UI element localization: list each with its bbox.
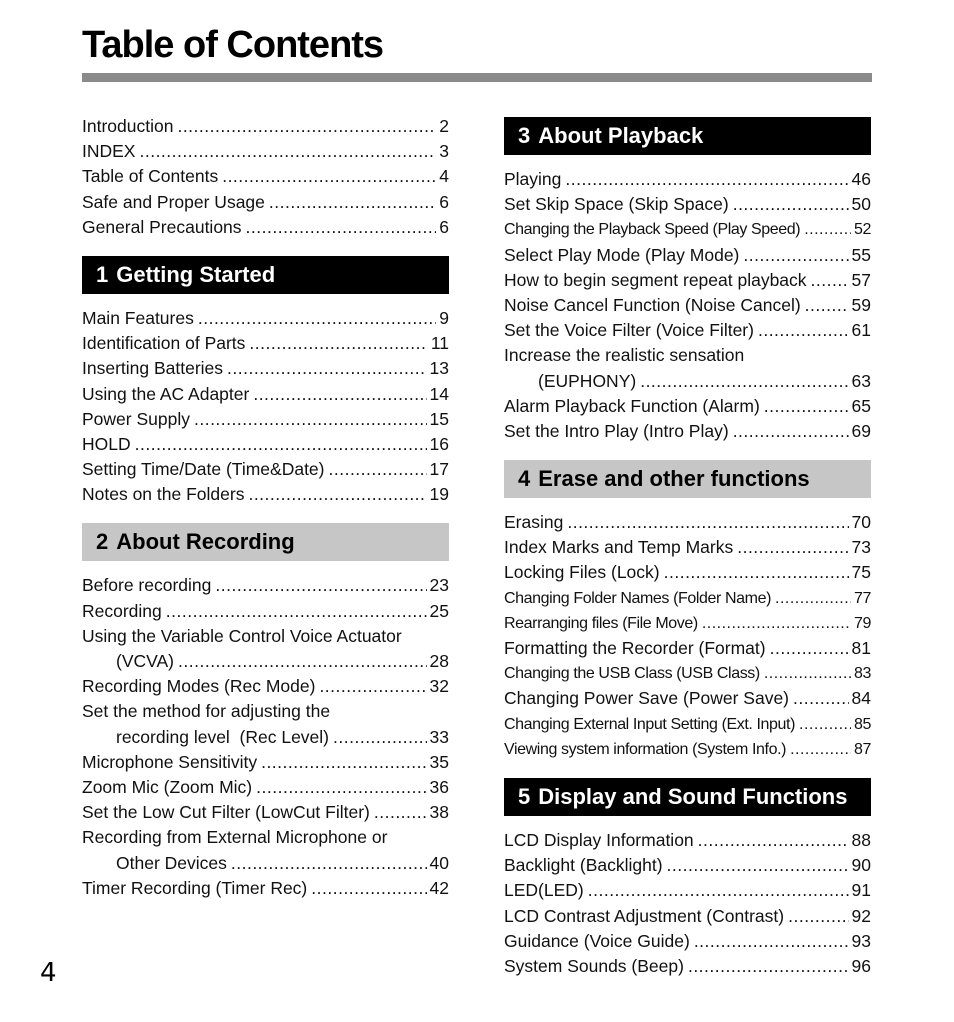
toc-entry[interactable] bbox=[82, 190, 449, 215]
toc-entry-title: Inserting Batteries bbox=[82, 358, 224, 379]
dot-leader bbox=[688, 954, 849, 979]
section-number: 5 bbox=[518, 783, 531, 809]
toc-entry[interactable] bbox=[82, 599, 449, 624]
dot-leader bbox=[565, 167, 848, 192]
dot-leader bbox=[177, 114, 436, 139]
dot-leader bbox=[758, 318, 849, 343]
toc-entry-page: 65 bbox=[851, 395, 871, 416]
toc-entry-title: Safe and Proper Usage bbox=[82, 191, 265, 212]
dot-leader bbox=[702, 611, 851, 636]
toc-entry-page: 11 bbox=[430, 333, 449, 354]
toc-entry[interactable] bbox=[504, 929, 871, 954]
toc-entry-title: How to begin segment repeat playback bbox=[504, 269, 807, 290]
toc-entry-page: 25 bbox=[429, 600, 449, 621]
toc-entry[interactable] bbox=[504, 243, 871, 268]
getting-started-entries bbox=[82, 306, 449, 508]
dot-leader bbox=[256, 775, 426, 800]
toc-entry-title: System Sounds (Beep) bbox=[504, 955, 684, 976]
dot-leader bbox=[743, 243, 848, 268]
toc-entry-page: 2 bbox=[439, 116, 449, 136]
dot-leader bbox=[567, 510, 848, 535]
toc-entry[interactable] bbox=[82, 114, 449, 139]
toc-entry-page: 79 bbox=[854, 614, 871, 632]
section-header-erase-other-functions bbox=[504, 460, 871, 498]
toc-entry-page: 4 bbox=[439, 166, 449, 187]
toc-entry-title: Recording Modes (Rec Mode) bbox=[82, 676, 316, 697]
toc-entry-title: Changing the Playback Speed (Play Speed) bbox=[504, 221, 801, 239]
toc-entry-title: Introduction bbox=[82, 116, 174, 136]
title-rule bbox=[82, 73, 872, 82]
section-title: Display and Sound Functions bbox=[538, 783, 848, 809]
toc-entry-title: Changing the USB Class (USB Class) bbox=[504, 665, 760, 683]
toc-entry-title: Changing Folder Names (Folder Name) bbox=[504, 589, 772, 607]
toc-entry[interactable] bbox=[504, 560, 871, 585]
toc-entry-title: Using the AC Adapter bbox=[82, 383, 250, 404]
toc-entry-first-line[interactable]: Set the method for adjusting the bbox=[82, 701, 331, 722]
toc-entry[interactable] bbox=[82, 432, 449, 457]
toc-entry[interactable] bbox=[82, 382, 449, 407]
section-title: Erase and other functions bbox=[538, 466, 810, 492]
toc-entry-title: Microphone Sensitivity bbox=[82, 751, 258, 772]
section-header-about-playback bbox=[504, 117, 871, 155]
toc-entry[interactable] bbox=[82, 356, 449, 381]
toc-entry[interactable] bbox=[82, 775, 449, 800]
toc-entry-page: 40 bbox=[429, 852, 449, 873]
toc-entry[interactable] bbox=[82, 649, 449, 674]
dot-leader bbox=[764, 394, 849, 419]
toc-entry-title: Other Devices bbox=[116, 852, 227, 873]
toc-entry-title: Zoom Mic (Zoom Mic) bbox=[82, 776, 253, 797]
toc-entry-title: INDEX bbox=[82, 141, 136, 162]
toc-entry-page: 14 bbox=[429, 383, 449, 404]
toc-entry-page: 77 bbox=[854, 589, 871, 607]
toc-entry[interactable] bbox=[504, 636, 871, 661]
toc-entry-page: 75 bbox=[851, 562, 871, 583]
toc-entry-page: 93 bbox=[851, 930, 871, 951]
toc-entry[interactable] bbox=[82, 482, 449, 507]
dot-leader bbox=[333, 725, 427, 750]
section-title: Getting Started bbox=[116, 261, 276, 287]
dot-leader bbox=[246, 215, 437, 240]
section-number: 4 bbox=[518, 466, 531, 492]
dot-leader bbox=[805, 293, 849, 318]
toc-entry[interactable] bbox=[504, 535, 871, 560]
toc-entry-page: 84 bbox=[851, 688, 871, 709]
toc-entry-page: 52 bbox=[854, 221, 871, 239]
toc-entry-page: 69 bbox=[851, 420, 871, 441]
toc-entry-title: Identification of Parts bbox=[82, 333, 246, 354]
dot-leader bbox=[194, 407, 427, 432]
toc-entry-title: Table of Contents bbox=[82, 166, 219, 187]
toc-entry-page: 59 bbox=[851, 294, 871, 315]
toc-left-column bbox=[82, 114, 449, 901]
toc-entry-title: Noise Cancel Function (Noise Cancel) bbox=[504, 294, 801, 315]
toc-entry[interactable] bbox=[82, 215, 449, 240]
toc-entry[interactable] bbox=[504, 167, 871, 192]
toc-entry-title: General Precautions bbox=[82, 216, 242, 237]
toc-entry-first-line[interactable]: Using the Variable Control Voice Actuator bbox=[82, 625, 402, 646]
toc-entry-title: Erasing bbox=[504, 512, 564, 533]
toc-entry-page: 91 bbox=[851, 880, 871, 901]
toc-entry-title: Main Features bbox=[82, 307, 194, 328]
toc-entry-title: Locking Files (Lock) bbox=[504, 562, 660, 583]
toc-entry[interactable] bbox=[504, 318, 871, 343]
toc-entry-title: LCD Contrast Adjustment (Contrast) bbox=[504, 905, 785, 926]
toc-entry-page: 61 bbox=[851, 320, 871, 341]
toc-entry-page: 9 bbox=[439, 307, 449, 328]
dot-leader bbox=[231, 851, 427, 876]
dot-leader bbox=[269, 190, 436, 215]
toc-entry-page: 13 bbox=[429, 358, 449, 379]
dot-leader bbox=[764, 661, 851, 686]
dot-leader bbox=[248, 482, 426, 507]
dot-leader bbox=[775, 586, 851, 611]
dot-leader bbox=[737, 535, 848, 560]
toc-entry[interactable] bbox=[504, 192, 871, 217]
toc-entry-page: 88 bbox=[851, 829, 871, 850]
toc-entry-title: Viewing system information (System Info.) bbox=[504, 740, 787, 758]
toc-entry[interactable] bbox=[504, 904, 871, 929]
toc-entry-page: 92 bbox=[851, 905, 871, 926]
toc-entry[interactable] bbox=[82, 331, 449, 356]
toc-entry-page: 96 bbox=[851, 955, 871, 976]
toc-entry-page: 63 bbox=[851, 370, 871, 391]
dot-leader bbox=[139, 139, 436, 164]
intro-entries bbox=[82, 114, 449, 240]
toc-entry-title: Rearranging files (File Move) bbox=[504, 614, 698, 632]
toc-entry[interactable] bbox=[82, 139, 449, 164]
section-number: 2 bbox=[96, 529, 109, 555]
toc-entry[interactable] bbox=[504, 293, 871, 318]
dot-leader bbox=[166, 599, 427, 624]
dot-leader bbox=[793, 686, 849, 711]
toc-entry-title: LED(LED) bbox=[504, 880, 584, 901]
dot-leader bbox=[790, 737, 851, 762]
dot-leader bbox=[374, 800, 427, 825]
toc-entry-page: 55 bbox=[851, 244, 871, 265]
dot-leader bbox=[664, 560, 849, 585]
toc-entry-page: 32 bbox=[429, 676, 449, 697]
toc-entry[interactable] bbox=[504, 661, 871, 686]
toc-entry[interactable] bbox=[82, 725, 449, 750]
toc-entry-first-line[interactable]: Increase the realistic sensation bbox=[504, 345, 745, 366]
toc-entry-page: 19 bbox=[429, 484, 449, 505]
toc-entry-title: Guidance (Voice Guide) bbox=[504, 930, 690, 951]
toc-entry-title: Changing Power Save (Power Save) bbox=[504, 688, 790, 709]
page-number: 4 bbox=[40, 958, 57, 988]
dot-leader bbox=[770, 636, 849, 661]
toc-entry-title: Alarm Playback Function (Alarm) bbox=[504, 395, 760, 416]
toc-entry-page: 3 bbox=[439, 141, 449, 162]
toc-entry-page: 36 bbox=[429, 776, 449, 797]
toc-entry[interactable] bbox=[504, 369, 871, 394]
toc-entry[interactable] bbox=[82, 457, 449, 482]
toc-entry-page: 23 bbox=[429, 575, 449, 596]
toc-entry-title: Timer Recording (Timer Rec) bbox=[82, 877, 308, 898]
toc-entry[interactable] bbox=[504, 686, 871, 711]
dot-leader bbox=[667, 853, 849, 878]
toc-entry-title: (VCVA) bbox=[116, 651, 175, 671]
toc-entry-title: Select Play Mode (Play Mode) bbox=[504, 244, 740, 265]
toc-entry[interactable] bbox=[504, 712, 871, 737]
toc-entry-title: Backlight (Backlight) bbox=[504, 855, 663, 876]
toc-entry-page: 6 bbox=[439, 216, 449, 237]
dot-leader bbox=[694, 929, 849, 954]
toc-entry[interactable] bbox=[82, 876, 449, 901]
dot-leader bbox=[788, 904, 848, 929]
toc-entry-title: Setting Time/Date (Time&Date) bbox=[82, 459, 325, 480]
toc-entry-page: 6 bbox=[439, 191, 449, 212]
erase-entries bbox=[504, 510, 871, 762]
toc-entry-first-line[interactable]: Recording from External Microphone or bbox=[82, 827, 388, 848]
toc-entry-page: 17 bbox=[429, 459, 449, 480]
dot-leader bbox=[261, 750, 426, 775]
toc-entry-title: LCD Display Information bbox=[504, 829, 694, 850]
toc-entry[interactable] bbox=[82, 306, 449, 331]
section-number: 3 bbox=[518, 123, 531, 148]
toc-entry-title: Set Skip Space (Skip Space) bbox=[504, 194, 729, 215]
dot-leader bbox=[311, 876, 426, 901]
dot-leader bbox=[804, 217, 851, 242]
toc-entry-title: Set the Low Cut Filter (LowCut Filter) bbox=[82, 802, 370, 823]
dot-leader bbox=[329, 457, 427, 482]
toc-entry[interactable] bbox=[504, 510, 871, 535]
toc-entry-page: 15 bbox=[429, 408, 449, 429]
dot-leader bbox=[811, 268, 849, 293]
display-sound-entries bbox=[504, 828, 871, 979]
dot-leader bbox=[588, 878, 849, 903]
toc-entry[interactable] bbox=[504, 828, 871, 853]
toc-entry-title: Playing bbox=[504, 169, 562, 189]
section-title: About Playback bbox=[538, 123, 704, 148]
toc-entry[interactable] bbox=[504, 268, 871, 293]
section-header-getting-started bbox=[82, 256, 449, 294]
section-number: 1 bbox=[96, 261, 109, 287]
dot-leader bbox=[198, 306, 436, 331]
section-header-display-sound bbox=[504, 778, 871, 816]
toc-entry[interactable] bbox=[504, 611, 871, 636]
toc-entry-title: Formatting the Recorder (Format) bbox=[504, 638, 766, 658]
dot-leader bbox=[222, 164, 436, 189]
toc-entry[interactable] bbox=[504, 586, 871, 611]
toc-entry-title: Power Supply bbox=[82, 408, 190, 429]
toc-entry-page: 16 bbox=[429, 433, 449, 454]
toc-entry-page: 83 bbox=[854, 665, 871, 683]
toc-entry-page: 50 bbox=[851, 194, 871, 215]
about-playback-entries bbox=[504, 167, 871, 444]
toc-entry-page: 38 bbox=[429, 802, 449, 823]
toc-entry-title: Before recording bbox=[82, 575, 212, 596]
toc-entry-page: 81 bbox=[851, 638, 871, 658]
dot-leader bbox=[319, 674, 426, 699]
toc-entry-page: 28 bbox=[429, 651, 449, 671]
toc-entry[interactable] bbox=[504, 954, 871, 979]
dot-leader bbox=[698, 828, 849, 853]
toc-entry[interactable] bbox=[82, 750, 449, 775]
toc-entry-page: 42 bbox=[429, 877, 449, 898]
dot-leader bbox=[178, 649, 427, 674]
dot-leader bbox=[227, 356, 426, 381]
toc-entry-page: 35 bbox=[429, 751, 449, 772]
toc-entry-title: (EUPHONY) bbox=[538, 370, 637, 391]
toc-entry-title: Set the Intro Play (Intro Play) bbox=[504, 420, 729, 441]
toc-entry-title: Recording bbox=[82, 600, 162, 621]
toc-entry[interactable] bbox=[82, 164, 449, 189]
dot-leader bbox=[135, 432, 427, 457]
dot-leader bbox=[640, 369, 848, 394]
dot-leader bbox=[215, 573, 426, 598]
toc-entry-page: 70 bbox=[851, 512, 871, 533]
toc-entry[interactable] bbox=[504, 737, 871, 762]
toc-entry-page: 90 bbox=[851, 855, 871, 876]
toc-entry[interactable] bbox=[82, 674, 449, 699]
toc-entry-page: 73 bbox=[851, 537, 871, 558]
toc-entry-title: Changing External Input Setting (Ext. Input) bbox=[504, 715, 796, 733]
dot-leader bbox=[253, 382, 426, 407]
toc-entry-title: Set the Voice Filter (Voice Filter) bbox=[504, 320, 754, 341]
dot-leader bbox=[733, 192, 849, 217]
toc-entry-title: recording level (Rec Level) bbox=[116, 726, 330, 747]
toc-entry[interactable] bbox=[504, 394, 871, 419]
toc-entry-page: 85 bbox=[854, 715, 871, 733]
toc-entry[interactable] bbox=[504, 419, 871, 444]
toc-entry-title: HOLD bbox=[82, 433, 131, 454]
toc-right-column bbox=[504, 114, 871, 979]
toc-entry-title: Index Marks and Temp Marks bbox=[504, 537, 734, 558]
toc-entry[interactable] bbox=[504, 878, 871, 903]
toc-entry[interactable] bbox=[82, 407, 449, 432]
toc-entry-page: 87 bbox=[854, 740, 871, 758]
section-title: About Recording bbox=[116, 529, 295, 555]
toc-entry-page: 46 bbox=[851, 169, 871, 189]
dot-leader bbox=[799, 712, 851, 737]
section-header-about-recording bbox=[82, 523, 449, 561]
toc-entry-page: 57 bbox=[851, 269, 871, 290]
page-title: Table of Contents bbox=[82, 24, 384, 66]
about-recording-entries bbox=[82, 573, 449, 900]
dot-leader bbox=[249, 331, 427, 356]
toc-entry[interactable] bbox=[82, 851, 449, 876]
dot-leader bbox=[733, 419, 849, 444]
toc-entry[interactable] bbox=[504, 853, 871, 878]
toc-entry[interactable] bbox=[82, 573, 449, 598]
toc-entry[interactable] bbox=[82, 800, 449, 825]
toc-entry[interactable] bbox=[504, 217, 871, 242]
toc-entry-title: Notes on the Folders bbox=[82, 484, 245, 505]
toc-entry-page: 33 bbox=[429, 726, 449, 747]
